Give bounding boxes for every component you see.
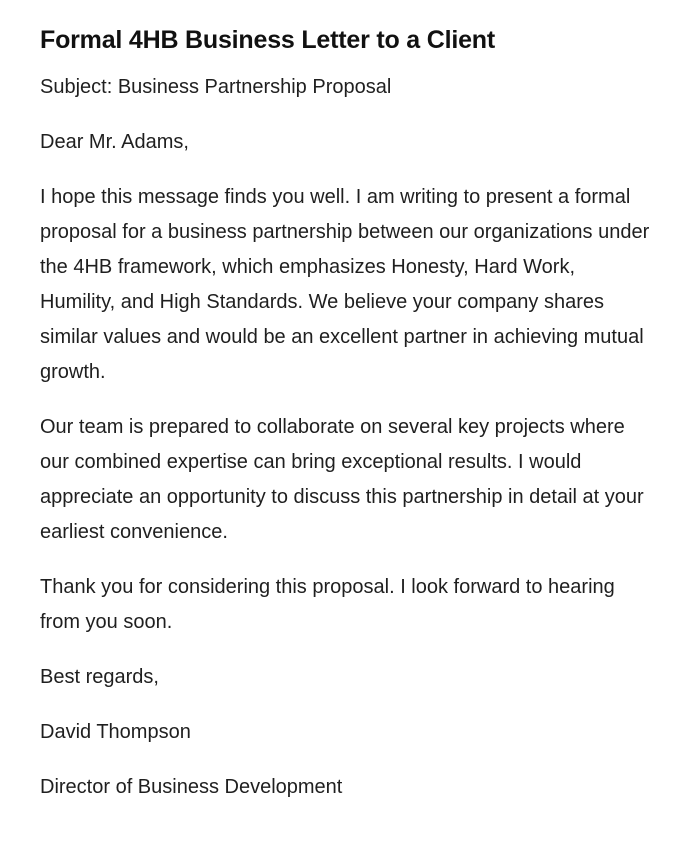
letter-page (40, 22, 650, 825)
letter-body-paragraph-3: Thank you for considering this proposal. I look forward to hearing from you soon. (40, 576, 615, 633)
letter-salutation: Dear Mr. Adams, (40, 131, 189, 153)
letter-body-paragraph-1: I hope this message finds you well. I am writing to present a formal proposal for a business partnership between our organizations under the 4HB framework, which emphasizes Honesty, Hard Work, Humility, and High Standards. We believe your company shares similar values and would be an excellent partner in achieving mutual growth. (40, 186, 650, 383)
signer-title: Director of Business Development (40, 776, 343, 798)
letter-subject: Subject: Business Partnership Proposal (40, 76, 392, 98)
signer-name: David Thompson (40, 721, 191, 743)
letter-title: Formal 4HB Business Letter to a Client (40, 26, 495, 54)
letter-body-paragraph-2: Our team is prepared to collaborate on several key projects where our combined expertise can bring exceptional results. I would appreciate an opportunity to discuss this partnership in detail at your earliest convenience. (40, 416, 644, 543)
letter-closing: Best regards, (40, 666, 159, 688)
